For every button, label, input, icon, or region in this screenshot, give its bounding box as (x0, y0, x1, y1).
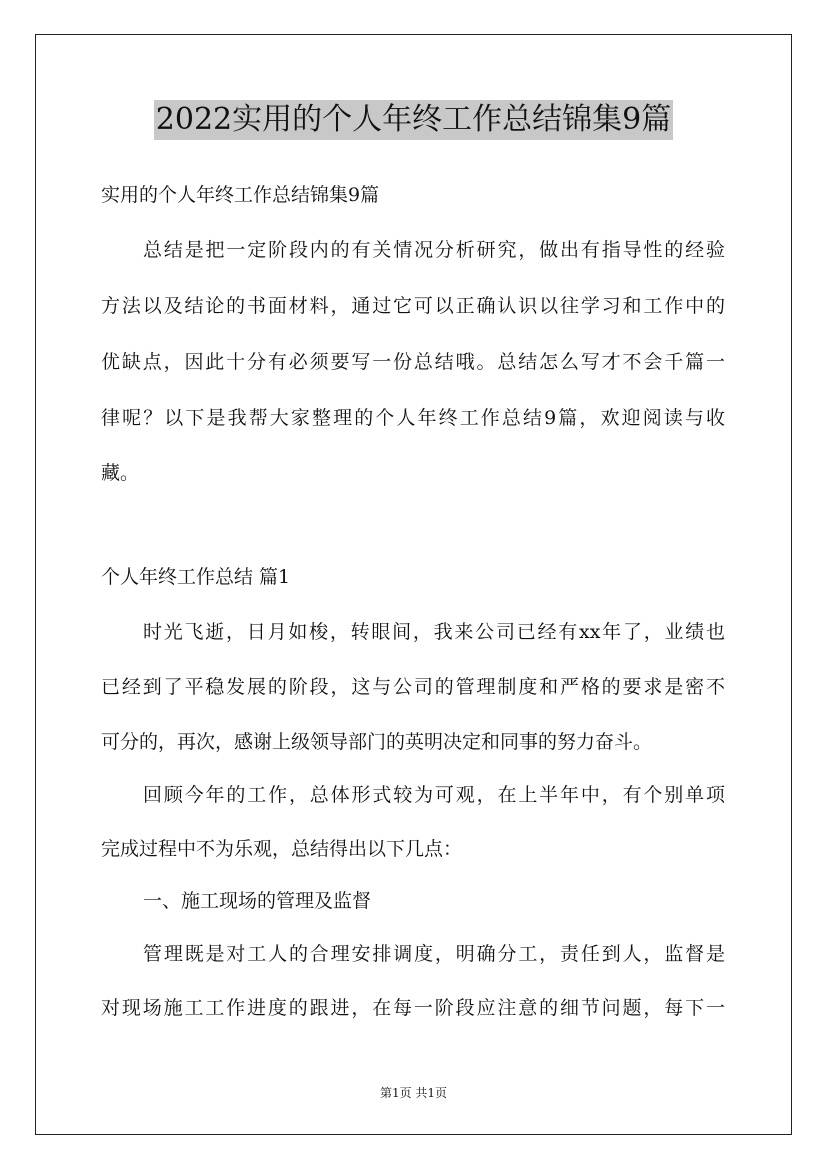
para3-line-2: 对现场施工工作进度的跟进，在每一阶段应注意的细节问题，每下一 (101, 997, 725, 1019)
intro-line-2: 方法以及结论的书面材料，通过它可以正确认识以往学习和工作中的 (101, 295, 725, 317)
subtitle: 实用的个人年终工作总结锦集9篇 (101, 184, 380, 206)
point1-heading: 一、施工现场的管理及监督 (143, 890, 372, 912)
intro-line-3: 优缺点，因此十分有必须要写一份总结哦。总结怎么写才不会千篇一 (101, 351, 725, 373)
para1-line-2: 已经到了平稳发展的阶段，这与公司的管理制度和严格的要求是密不 (101, 676, 725, 698)
page-footer: 第1页 共1页 (379, 1086, 448, 1100)
para2-line-2: 完成过程中不为乐观，总结得出以下几点： (101, 838, 463, 860)
para3-line-1: 管理既是对工人的合理安排调度，明确分工，责任到人，监督是 (143, 943, 725, 965)
para2-line-1: 回顾今年的工作，总体形式较为可观，在上半年中，有个别单项 (143, 784, 725, 806)
intro-line-4: 律呢？以下是我帮大家整理的个人年终工作总结9篇，欢迎阅读与收 (101, 407, 725, 429)
intro-line-1: 总结是把一定阶段内的有关情况分析研究，做出有指导性的经验 (143, 239, 725, 261)
document-title: 2022实用的个人年终工作总结锦集9篇 (154, 100, 673, 140)
intro-line-5: 藏。 (101, 462, 140, 484)
title-container (0, 100, 827, 140)
para1-line-1: 时光飞逝，日月如梭，转眼间，我来公司已经有xx年了，业绩也 (143, 621, 725, 643)
section-heading: 个人年终工作总结 篇1 (101, 566, 291, 588)
para1-line-3: 可分的，再次，感谢上级领导部门的英明决定和同事的努力奋斗。 (101, 731, 653, 753)
